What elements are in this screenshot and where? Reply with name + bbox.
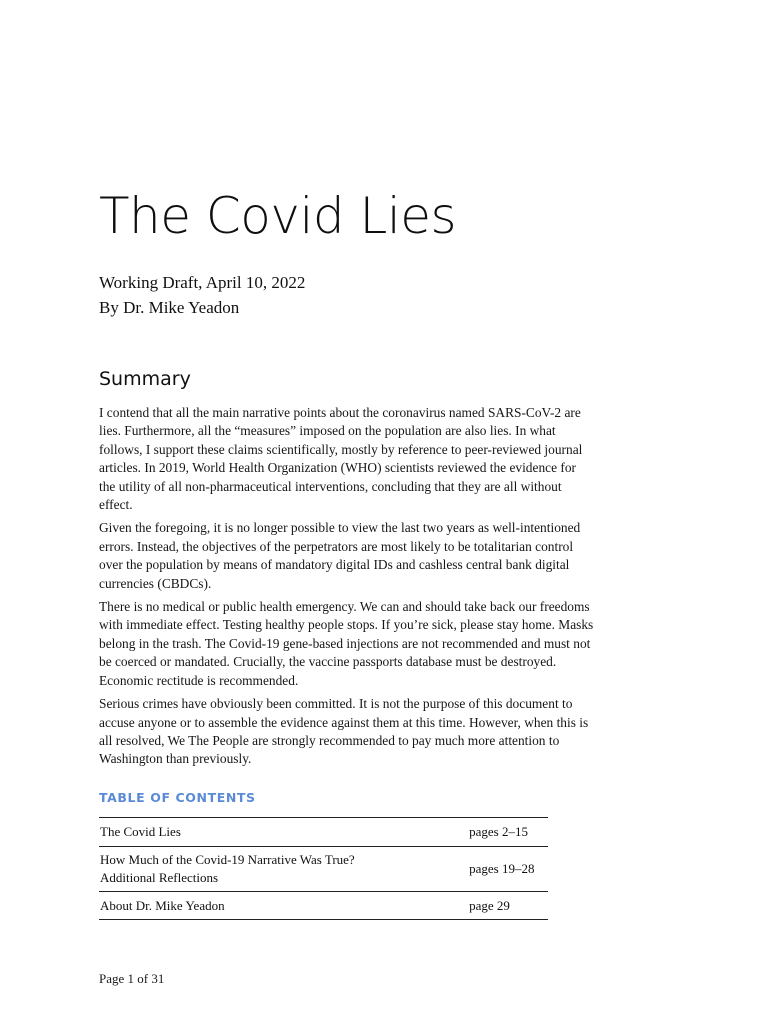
document-title: The Covid Lies (99, 187, 457, 245)
toc-entry-title (99, 892, 469, 920)
summary-body (99, 404, 595, 774)
toc-entry-title-line: The Covid Lies (100, 824, 181, 839)
toc-entry-title-line: About Dr. Mike Yeadon (100, 897, 225, 913)
page-number: Page 1 of 31 (99, 971, 165, 986)
toc-entry-pages: pages 19–28 (469, 847, 548, 892)
toc-entry-title (99, 818, 469, 847)
summary-paragraph: There is no medical or public health emergency. We can and should take back our freedoms with immediate effect. Testing healthy people stops. If you’re sick, please stay home. Masks belong in the trash. The Covid-19 gene-based injections are not recommended and must not be coerced or mandated. Crucially, the vaccine passports database must be destroyed. Economic rectitude is recommended. (99, 599, 594, 688)
toc-row[interactable] (99, 818, 548, 847)
toc-row[interactable] (99, 847, 548, 892)
author-line: By Dr. Mike Yeadon (99, 298, 240, 317)
summary-paragraph: I contend that all the main narrative points about the coronavirus named SARS-CoV-2 are lies. Furthermore, all the “measures” imposed on the population are also lies. In what follows, I support these claims scientifically, mostly by reference to peer-reviewed journal articles. In 2019, World Health Organization (WHO) scientists reviewed the evidence for the utility of all non-pharmaceutical interventions, concluding that they are all without effect. (99, 405, 583, 513)
toc-entry-title-line: How Much of the Covid-19 Narrative Was True? (100, 852, 355, 867)
summary-paragraph: Serious crimes have obviously been committed. It is not the purpose of this document to accuse anyone or to assemble the evidence against them at this time. However, when this is all resolved, We The People are strongly recommended to pay much more attention to Washington than previously. (99, 696, 589, 767)
toc-heading: TABLE OF CONTENTS (99, 790, 256, 805)
toc-entry-pages: pages 2–15 (469, 818, 548, 847)
toc-entry-title-line: Additional Reflections (100, 870, 219, 885)
draft-date-line: Working Draft, April 10, 2022 (99, 273, 306, 292)
summary-paragraph: Given the foregoing, it is no longer possible to view the last two years as well-intentioned errors. Instead, the objectives of the perpetrators are most likely to be totalitarian control over the population by means of mandatory digital IDs and cashless central bank digital currencies (CBDCs). (99, 520, 581, 591)
toc-entry-pages: page 29 (469, 892, 548, 920)
summary-heading: Summary (99, 368, 191, 390)
toc-entry-title (99, 847, 469, 892)
toc-row[interactable] (99, 892, 548, 920)
table-of-contents (99, 817, 548, 920)
